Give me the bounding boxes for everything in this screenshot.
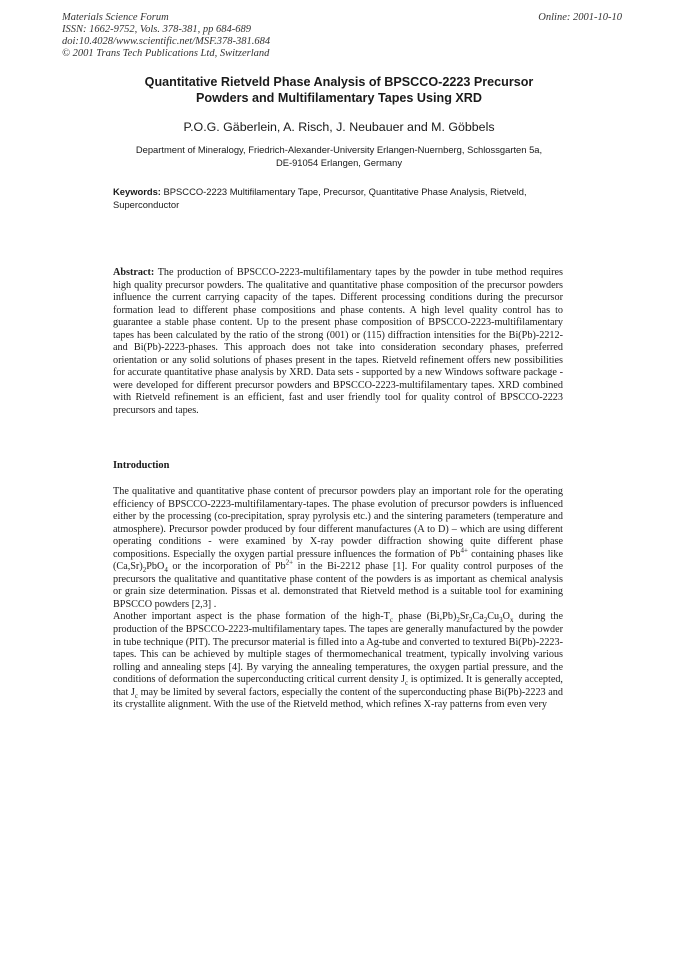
abstract-label: Abstract:: [113, 267, 155, 278]
doi-link[interactable]: doi:10.4028/www.scientific.net/MSF.378-381.684: [62, 36, 271, 47]
text-run: phase (Bi,Pb): [392, 611, 457, 623]
affiliation-line-2: DE-91054 Erlangen, Germany: [275, 156, 403, 168]
text-run: during the production of the BPSCCO-2223-multifilamentary tapes. The tapes are generally manufactured by the powder in tube technique (PIT). The precursor material is filled into a Ag-tube and converted to textured Bi(Pb)-2223-tapes. This can be achieved by multiple stages of thermomechanical treatment, typically involving various rolling and annealing steps [4]. By varying the annealing temperatures, the oxygen partial pressure, and the conditions of deformation the superconducting critical current density J: [113, 611, 563, 686]
text-run: O: [502, 611, 510, 623]
paper-title: [80, 74, 598, 106]
text-run: Ca: [472, 611, 484, 623]
introduction-body: [113, 486, 563, 712]
online-date: Online: 2001-10-10: [538, 12, 622, 23]
text-run: The qualitative and quantitative phase content of precursor powders play an important role for the operating efficiency of BPSCCO-2223-multifilamentary-tapes. The phase evolution of precursor powders is influenced either by the processing (co-precipitation, spray pyrolysis etc.) and the sintering parameters (temperature and atmosphere). Precursor powder produced by four different manufactures (A to D) – which are using different operating conditions - were examined by X-ray powder diffraction showing quite different phase compositions. Especially the oxygen partial pressure influences the formation of Pb: [113, 486, 563, 560]
author-list: P.O.G. Gäberlein, A. Risch, J. Neubauer and M. Göbbels: [183, 120, 495, 134]
text-run: Another important aspect is the phase formation of the high-T: [113, 611, 390, 623]
issn-line: ISSN: 1662-9752, Vols. 378-381, pp 684-689: [62, 24, 251, 35]
keywords: [113, 186, 563, 211]
journal-header: [62, 12, 622, 60]
subscript: 3: [499, 616, 503, 625]
superscript: 2+: [285, 558, 294, 567]
superscript: 4+: [460, 546, 468, 555]
subscript: 2: [142, 566, 147, 575]
title-line-2: Powders and Multifilamentary Tapes Using XRD: [196, 91, 482, 105]
text-run: in the Bi-2212 phase [1]. For quality control purposes of the precursors the qualitative and quantitative phase content of the powders is as important as chemical analysis or grain size determination. Pissas et al. demonstrated that Rietveld method is a suitable tool for examining BPSCCO powders [2,3] .: [113, 561, 563, 610]
subscript: c: [389, 616, 393, 625]
abstract: [113, 267, 563, 418]
abstract-text: The production of BPSCCO-2223-multifilamentary tapes by the powder in tube method requires high quality precursor powders. The qualitative and quantitative phase composition of the precursor powders influence the current carrying capacity of the tapes. Different processing conditions during the precursor formation lead to different phase compositions and phase contents. A high level quality control has to guarantee a stable phase content. Up to the present phase composition of BPSCCO-2223-multifilamentary tapes has been calculated by the ratio of the strong (001) or (115) diffraction intensities for the Bi(Pb)-2212- and Bi(Pb)-2223-phases. This approach does not take into consideration secondary phases, preferred orientation or any solid solutions of phases present in the tapes. Rietveld refinement offers new possibilities for accurate quantitative phase analysis by XRD. Data sets - supported by a new Windows software package - were developed for different precursor powders and BPSCCO-2223-multifilamentary tapes. XRD combined with Rietveld refinement is an efficient, fast and user friendly tool for quality control of BPSCCO-2223 precursors and tapes.: [113, 267, 563, 417]
subscript: 2: [468, 616, 473, 625]
subscript: 2: [483, 616, 488, 625]
subscript: x: [509, 616, 514, 625]
title-line-1: Quantitative Rietveld Phase Analysis of BPSCCO-2223 Precursor: [144, 75, 534, 89]
text-run: Sr: [459, 611, 469, 623]
journal-name: Materials Science Forum: [62, 12, 169, 23]
keywords-text: BPSCCO-2223 Multifilamentary Tape, Precursor, Quantitative Phase Analysis, Rietveld, Superconductor: [113, 186, 527, 210]
text-run: or the incorporation of Pb: [167, 561, 286, 573]
subscript: c: [134, 691, 138, 700]
subscript: 4: [164, 566, 168, 575]
text-run: is optimized. It is generally accepted, that J: [113, 674, 563, 698]
text-run: Cu: [487, 611, 500, 623]
copyright-line: © 2001 Trans Tech Publications Ltd, Switzerland: [62, 48, 270, 59]
subscript: c: [404, 679, 409, 688]
text-run: PbO: [146, 561, 165, 573]
affiliation-line-1: Department of Mineralogy, Friedrich-Alexander-University Erlangen-Nuernberg, Schlossgarten 5a,: [135, 144, 543, 155]
section-heading-introduction: Introduction: [113, 460, 170, 471]
subscript: 2: [456, 616, 460, 625]
intro-paragraph-1: [113, 486, 563, 611]
affiliation: [100, 144, 578, 169]
text-run: may be limited by several factors, especially the content of the superconducting phase Bi(Pb)-2223 and its crystallite alignment. With the use of the Rietveld method, which refines X-ray patterns from even very: [113, 686, 563, 711]
keywords-label: Keywords:: [113, 186, 161, 197]
intro-paragraph-2: [113, 611, 563, 711]
text-run: containing phases like (Ca,Sr): [113, 548, 563, 573]
